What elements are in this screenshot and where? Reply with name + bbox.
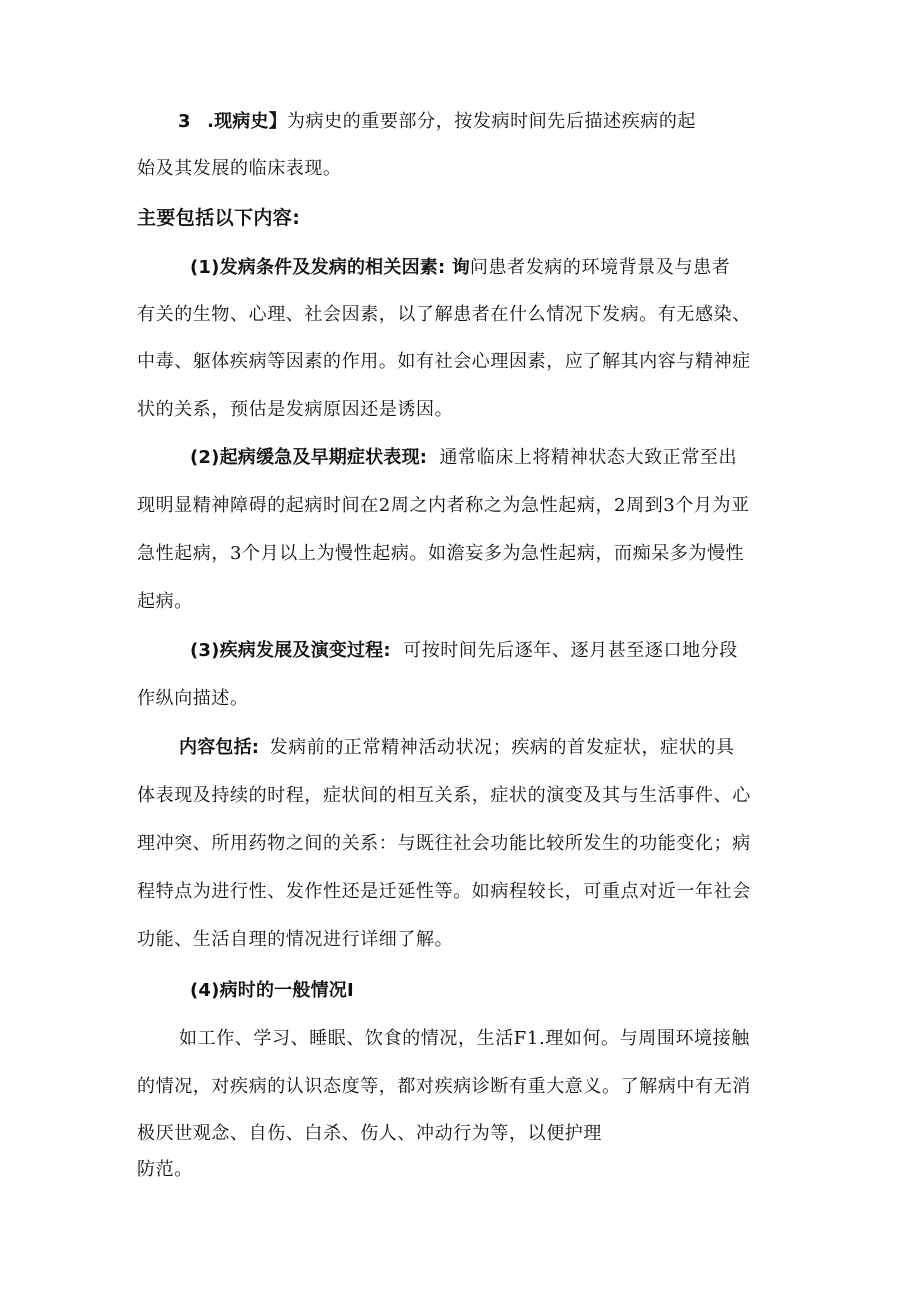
item-3-label: (3)疾病发展及演变过程: [190,640,391,661]
item-4-label: (4)病时的一般情况I [190,980,354,1001]
item-2-text: 通常临床上将精神状态大致正常至出 [439,447,738,468]
content-line-4: 程特点为进行性、发作性还是迁延性等。如病程较长，可重点对近一年社会 [137,881,751,902]
content-line-1 [179,736,735,760]
content-line-5: 功能、生活自理的情况进行详细了解。 [137,929,454,950]
item-1-line-1 [190,256,730,280]
item-2-line-1 [190,446,737,470]
item-2-line-4: 起病。 [137,591,193,612]
section-3-line-2: 始及其发展的临床表现。 [137,158,342,179]
item-1-label-tail: 询 [451,257,470,278]
item-3-text: 可按时间先后逐年、逐月甚至逐口地分段 [403,640,738,661]
main-heading: 主要包括以下内容: [137,207,301,229]
item-1-line-3: 中毒、躯体疾病等因素的作用。如有社会心理因素，应了解其内容与精神症 [137,351,751,372]
section-3-line-1 [178,110,696,134]
section-title: .现病史】 [207,111,287,132]
item-4-line-4: 防范。 [137,1159,193,1180]
item-3-line-2: 作纵向描述。 [137,688,249,709]
section-text: 为病史的重要部分，按发病时间先后描述疾病的起 [286,111,697,132]
content-label: 内容包括: [179,737,260,758]
item-2-line-3: 急性起病，3个月以上为慢性起病。如澹妄多为急性起病，而痴呆多为慢性 [137,543,745,564]
content-line-3: 理冲突、所用药物之间的关系：与既往社会功能比较所发生的功能变化；病 [137,833,751,854]
item-1-label: (1)发病条件及发病的相关因素: [190,257,446,278]
item-4-line-1: 如工作、学习、睡眠、饮食的情况，生活F1.理如何。与周围环境接触 [179,1028,750,1049]
item-1-line-2: 有关的生物、心理、社会因素，以了解患者在什么情况下发病。有无感染、 [137,304,751,325]
content-text: 发病前的正常精神活动状况；疾病的首发症状，症状的具 [269,737,735,758]
item-3-line-1 [190,639,738,663]
content-line-2: 体表现及持续的时程，症状间的相互关系，症状的演变及其与生活事件、心 [137,785,751,806]
item-2-line-2: 现明显精神障碍的起病时间在2周之内者称之为急性起病，2周到3个月为亚 [137,495,750,516]
item-1-line-4: 状的关系，预估是发病原因还是诱因。 [137,399,454,420]
section-number: 3 [178,111,191,132]
item-1-text: 问患者发病的环境背景及与患者 [469,257,731,278]
item-2-label: (2)起病缓急及早期症状表现: [190,447,428,468]
item-4-line-3: 极厌世观念、自伤、白杀、伤人、冲动行为等，以便护理 [137,1123,602,1144]
item-4-line-2: 的情况，对疾病的认识态度等，都对疾病诊断有重大意义。了解病中有无消 [137,1076,751,1097]
